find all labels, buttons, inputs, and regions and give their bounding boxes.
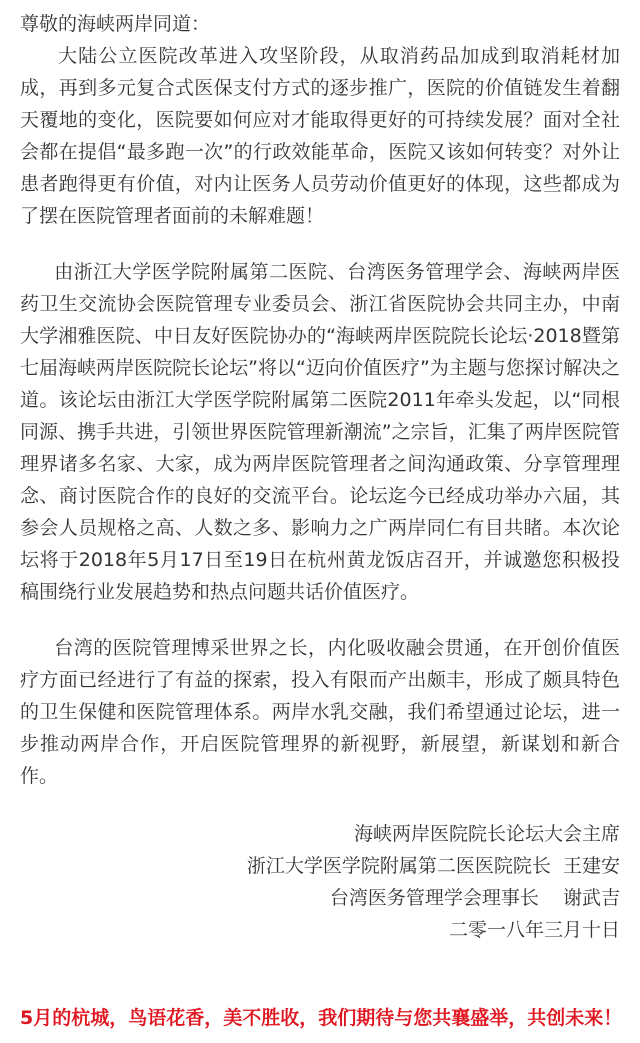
closing-invitation: 5月的杭城，鸟语花香，美不胜收，我们期待与您共襄盛举，共创未来！ (20, 1007, 623, 1029)
paragraph-taiwan-experience: 台湾的医院管理博采世界之长，内化吸收融会贯通，在开创价值医疗方面已经进行了有益的探索，投入有限而产出颇丰，形成了颇具特色的卫生保健和医院管理体系。两岸水乳交融，我们希望通过论坛，进一步推动两岸合作，开启医院管理界的新视野，新展望，新谋划和新合作。 (20, 637, 620, 787)
salutation: 尊敬的海峡两岸同道： (20, 13, 211, 35)
paragraph-forum-introduction: 由浙江大学医学院附属第二医院、台湾医务管理学会、海峡两岸医药卫生交流协会医院管理专业委员会、浙江省医院协会共同主办，中南大学湘雅医院、中日友好医院协办的“海峡两岸医院院长论坛·2018暨第七届海峡两岸医院院长论坛”将以“迈向价值医疗”为主题与您探讨解决之道。该论坛由浙江大学医学院附属第二医院2011年牵头发起，以“同根同源、携手共进，引领世界医院管理新潮流”之宗旨，汇集了两岸医院管理界诸多名家、大家，成为两岸医院管理者之间沟通政策、分享管理理念、商讨医院合作的良好的交流平台。论坛迄今已经成功举办六届，其参会人员规格之高、人数之多、影响力之广两岸同仁有目共睹。本次论坛将于2018年5月17日至19日在杭州黄龙饭店召开，并诚邀您积极投稿围绕行业发展趋势和热点问题共话价值医疗。 (20, 261, 620, 603)
signature-taiwan-society: 台湾医务管理学会理事长 谢武吉 (329, 887, 620, 909)
signature-date: 二零一八年三月十日 (448, 919, 620, 941)
paragraph-reform-background: 大陆公立医院改革进入攻坚阶段，从取消药品加成到取消耗材加成，再到多元复合式医保支付方式的逐步推广，医院的价值链发生着翻天覆地的变化，医院要如何应对才能取得更好的可持续发展？面对全社会都在提倡“最多跑一次”的行政效能革命，医院又该如何转变？对外让患者跑得更有价值，对内让医务人员劳动价值更好的体现，这些都成为了摆在医院管理者面前的未解难题！ (20, 45, 620, 227)
signature-zju-president: 浙江大学医学院附属第二医医院院长 王建安 (246, 855, 620, 877)
invitation-letter (20, 8, 620, 946)
signature-forum-chair: 海峡两岸医院院长论坛大会主席 (353, 823, 620, 845)
paragraph-spacer (20, 232, 620, 256)
paragraph-spacer (20, 792, 620, 818)
paragraph-spacer (20, 608, 620, 632)
